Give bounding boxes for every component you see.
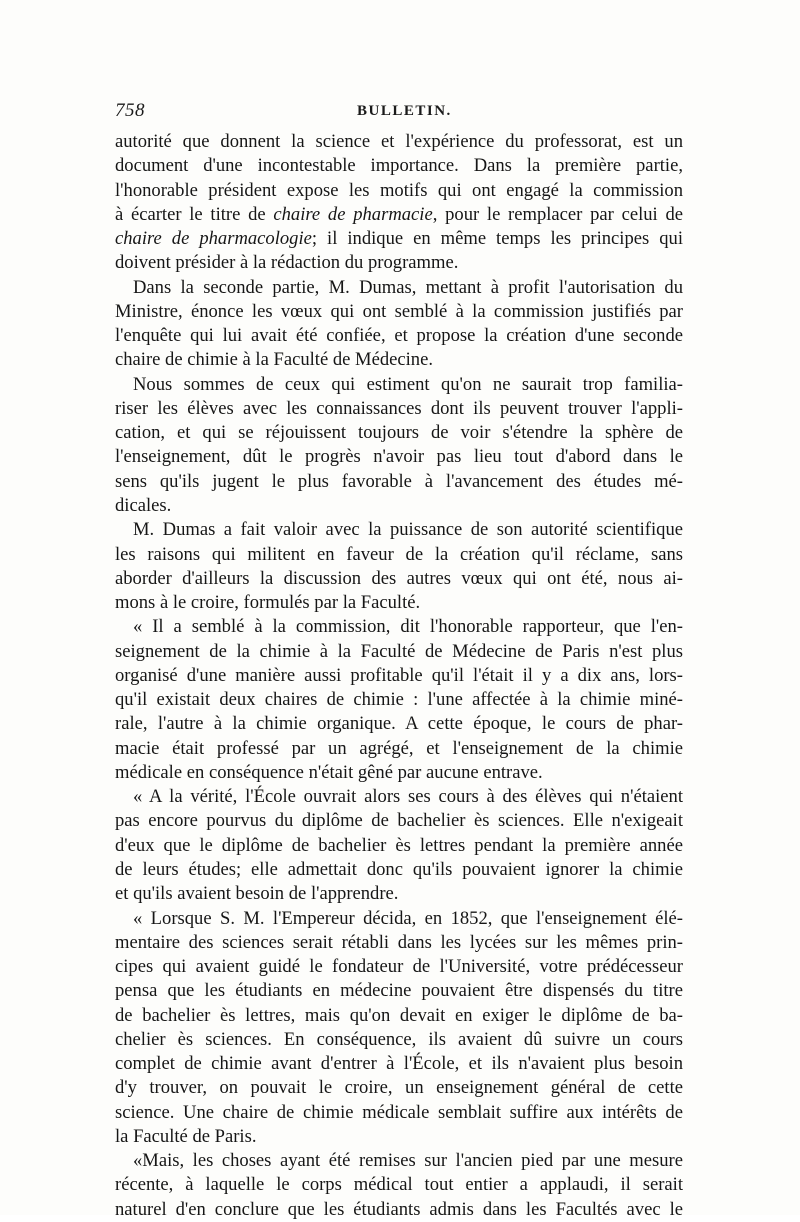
text-line: chaire de chimie à la Faculté de Médecine. xyxy=(115,349,434,371)
text-line: d'y trouver, on pouvait le croire, un enseignement général de cette xyxy=(115,1077,683,1099)
text-line: organisé d'une manière aussi profitable qu'il l'était il y a dix ans, lors- xyxy=(115,664,683,686)
text-line: mons à le croire, formulés par la Faculté. xyxy=(115,592,421,614)
text-line: chaire de pharmacologie; il indique en même temps les principes qui xyxy=(115,228,683,250)
text-line: les raisons qui militent en faveur de la création qu'il réclame, sans xyxy=(115,543,683,565)
text-line: « A la vérité, l'École ouvrait alors ses cours à des élèves qui n'étaient xyxy=(133,786,683,808)
text-line: M. Dumas a fait valoir avec la puissance de son autorité scientifique xyxy=(133,519,683,541)
text-line: chelier ès sciences. En conséquence, ils avaient dû suivre un cours xyxy=(115,1028,683,1050)
text-line: pas encore pourvus du diplôme de bachelier ès sciences. Elle n'exigeait xyxy=(115,810,683,832)
text-line: l'honorable président expose les motifs qui ont engagé la commission xyxy=(115,179,683,201)
text-line: rale, l'autre à la chimie organique. A cette époque, le cours de phar- xyxy=(115,713,683,735)
text-line: l'enquête qui lui avait été confiée, et propose la création d'une seconde xyxy=(115,325,683,347)
text-line: cation, et qui se réjouissent toujours de voir s'étendre la sphère de xyxy=(115,422,683,444)
text-line: Dans la seconde partie, M. Dumas, mettant à profit l'autorisation du xyxy=(133,276,683,298)
text-line: la Faculté de Paris. xyxy=(115,1125,257,1147)
text-line: « Il a semblé à la commission, dit l'honorable rapporteur, que l'en- xyxy=(133,616,683,638)
text-line: naturel d'en conclure que les étudiants admis dans les Facultés avec le xyxy=(115,1198,683,1220)
text-line: science. Une chaire de chimie médicale semblait suffire aux intérêts de xyxy=(115,1101,683,1123)
text-line: doivent présider à la rédaction du programme. xyxy=(115,252,459,274)
text-line: d'eux que le diplôme de bachelier ès lettres pendant la première année xyxy=(115,834,683,856)
text-line: document d'une incontestable importance. Dans la première partie, xyxy=(115,155,683,177)
text-line: qu'il existait deux chaires de chimie : l'une affectée à la chimie miné- xyxy=(115,689,683,711)
text-line: complet de chimie avant d'entrer à l'École, et ils n'avaient plus besoin xyxy=(115,1053,683,1075)
body-text xyxy=(115,130,683,1222)
text-line: aborder d'ailleurs la discussion des autres vœux qui ont été, nous ai- xyxy=(115,567,683,589)
text-line: «Mais, les choses ayant été remises sur l'ancien pied par une mesure xyxy=(133,1150,683,1172)
text-line: macie était professé par un agrégé, et l'enseignement de la chimie xyxy=(115,737,683,759)
text-line: dicales. xyxy=(115,494,172,516)
text-line: l'enseignement, dût le progrès n'avoir pas lieu tout d'abord dans le xyxy=(115,446,683,468)
running-head: BULLETIN. xyxy=(357,103,452,119)
text-line: à écarter le titre de chaire de pharmacie, pour le remplacer par celui de xyxy=(115,203,683,225)
text-line: récente, à laquelle le corps médical tout entier a applaudi, il serait xyxy=(115,1174,683,1196)
text-line: cipes qui avaient guidé le fondateur de l'Université, votre prédécesseur xyxy=(115,956,683,978)
text-line: et qu'ils avaient besoin de l'apprendre. xyxy=(115,883,399,905)
text-line: médicale en conséquence n'était gêné par aucune entrave. xyxy=(115,761,543,783)
text-line: mentaire des sciences serait rétabli dans les lycées sur les mêmes prin- xyxy=(115,931,683,953)
page-number: 758 xyxy=(115,100,145,121)
text-line: Ministre, énonce les vœux qui ont semblé à la commission justifiés par xyxy=(115,300,683,322)
text-line: « Lorsque S. M. l'Empereur décida, en 1852, que l'enseignement élé- xyxy=(133,907,683,929)
text-line: pensa que les étudiants en médecine pouvaient être dispensés du titre xyxy=(115,980,683,1002)
page-header xyxy=(115,100,683,126)
text-line: de leurs études; elle admettait donc qu'ils pouvaient ignorer la chimie xyxy=(115,858,683,880)
text-line: de bachelier ès lettres, mais qu'on devait en exiger le diplôme de ba- xyxy=(115,1004,683,1026)
text-line: autorité que donnent la science et l'expérience du professorat, est un xyxy=(115,131,683,152)
text-line: Nous sommes de ceux qui estiment qu'on ne saurait trop familia- xyxy=(133,373,683,395)
text-line: sens qu'ils jugent le plus favorable à l'avancement des études mé- xyxy=(115,470,683,492)
text-line: riser les élèves avec les connaissances dont ils peuvent trouver l'appli- xyxy=(115,397,683,419)
text-line: seignement de la chimie à la Faculté de Médecine de Paris n'est plus xyxy=(115,640,683,662)
